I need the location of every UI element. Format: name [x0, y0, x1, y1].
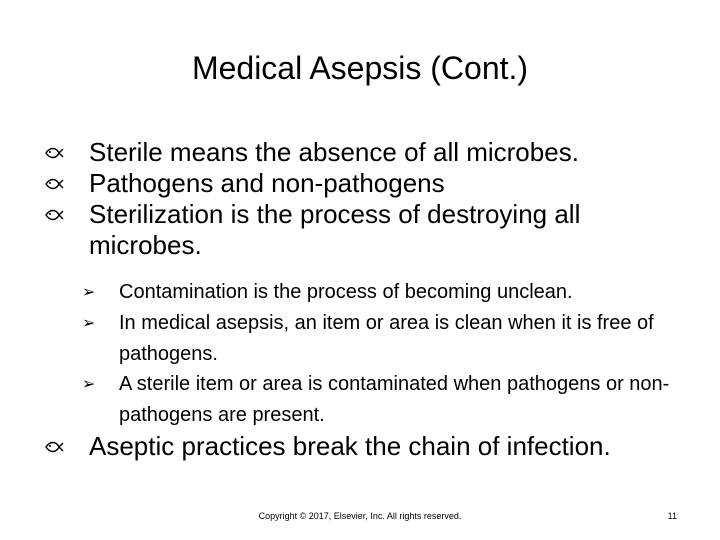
slide-title: Medical Asepsis (Cont.) [191, 50, 529, 86]
arrowhead-bullet-icon: ➢ [82, 313, 96, 332]
bullet-text: Aseptic practices break the chain of infection. [89, 431, 611, 461]
ornamental-bullet-icon [44, 440, 64, 454]
bullet-text: Sterilization is the process of destroying all microbes. [89, 199, 581, 260]
sub-bullet-text: Contamination is the process of becoming unclean. [119, 281, 573, 303]
bullet-text: Pathogens and non-pathogens [89, 168, 445, 198]
sub-bullet-text: A sterile item or area is contaminated when pathogens or non-pathogens are present. [119, 373, 670, 426]
page-number: 11 [667, 511, 677, 521]
arrowhead-bullet-icon: ➢ [82, 282, 96, 301]
arrowhead-bullet-icon: ➢ [82, 374, 96, 393]
footer-copyright: Copyright © 2017, Elsevier, Inc. All rights reserved. [258, 511, 462, 521]
ornamental-bullet-icon [44, 177, 64, 191]
ornamental-bullet-icon [44, 146, 64, 160]
ornamental-bullet-icon [44, 208, 64, 222]
bullet-text: Sterile means the absence of all microbes. [89, 137, 579, 167]
sub-bullet-text: In medical asepsis, an item or area is clean when it is free of pathogens. [119, 312, 654, 365]
